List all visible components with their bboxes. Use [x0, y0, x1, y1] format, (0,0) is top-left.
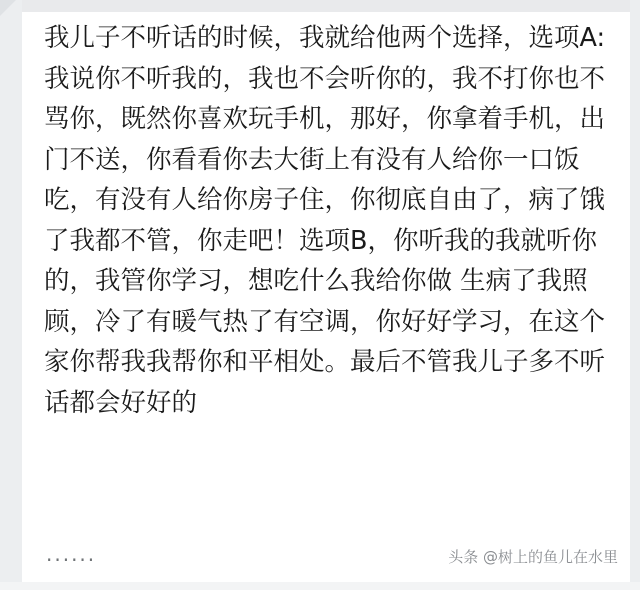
ellipsis-marker: ......	[46, 542, 97, 566]
text-content-area	[44, 18, 614, 423]
page-corner-fold-icon	[0, 0, 16, 16]
page-frame-right	[630, 0, 640, 590]
page-frame-top	[0, 0, 640, 12]
watermark-credit: 头条 @树上的鱼儿在水里	[448, 548, 618, 566]
page-frame-bottom	[0, 582, 640, 590]
page-frame-left	[0, 0, 22, 590]
body-paragraph: 我儿子不听话的时候，我就给他两个选择，选项A:我说你不听我的，我也不会听你的，我不打你也不骂你，既然你喜欢玩手机，那好，你拿着手机，出门不送，你看看你去大街上有没有人给你一口饭吃，有没有人给你房子住，你彻底自由了，病了饿了我都不管，你走吧！选项B，你听我的我就听你的，我管你学习，想吃什么我给你做 生病了我照顾，冷了有暖气热了有空调，你好好学习，在这个家你帮我我帮你和平相处。最后不管我儿子多不听话都会好好的	[44, 23, 606, 418]
